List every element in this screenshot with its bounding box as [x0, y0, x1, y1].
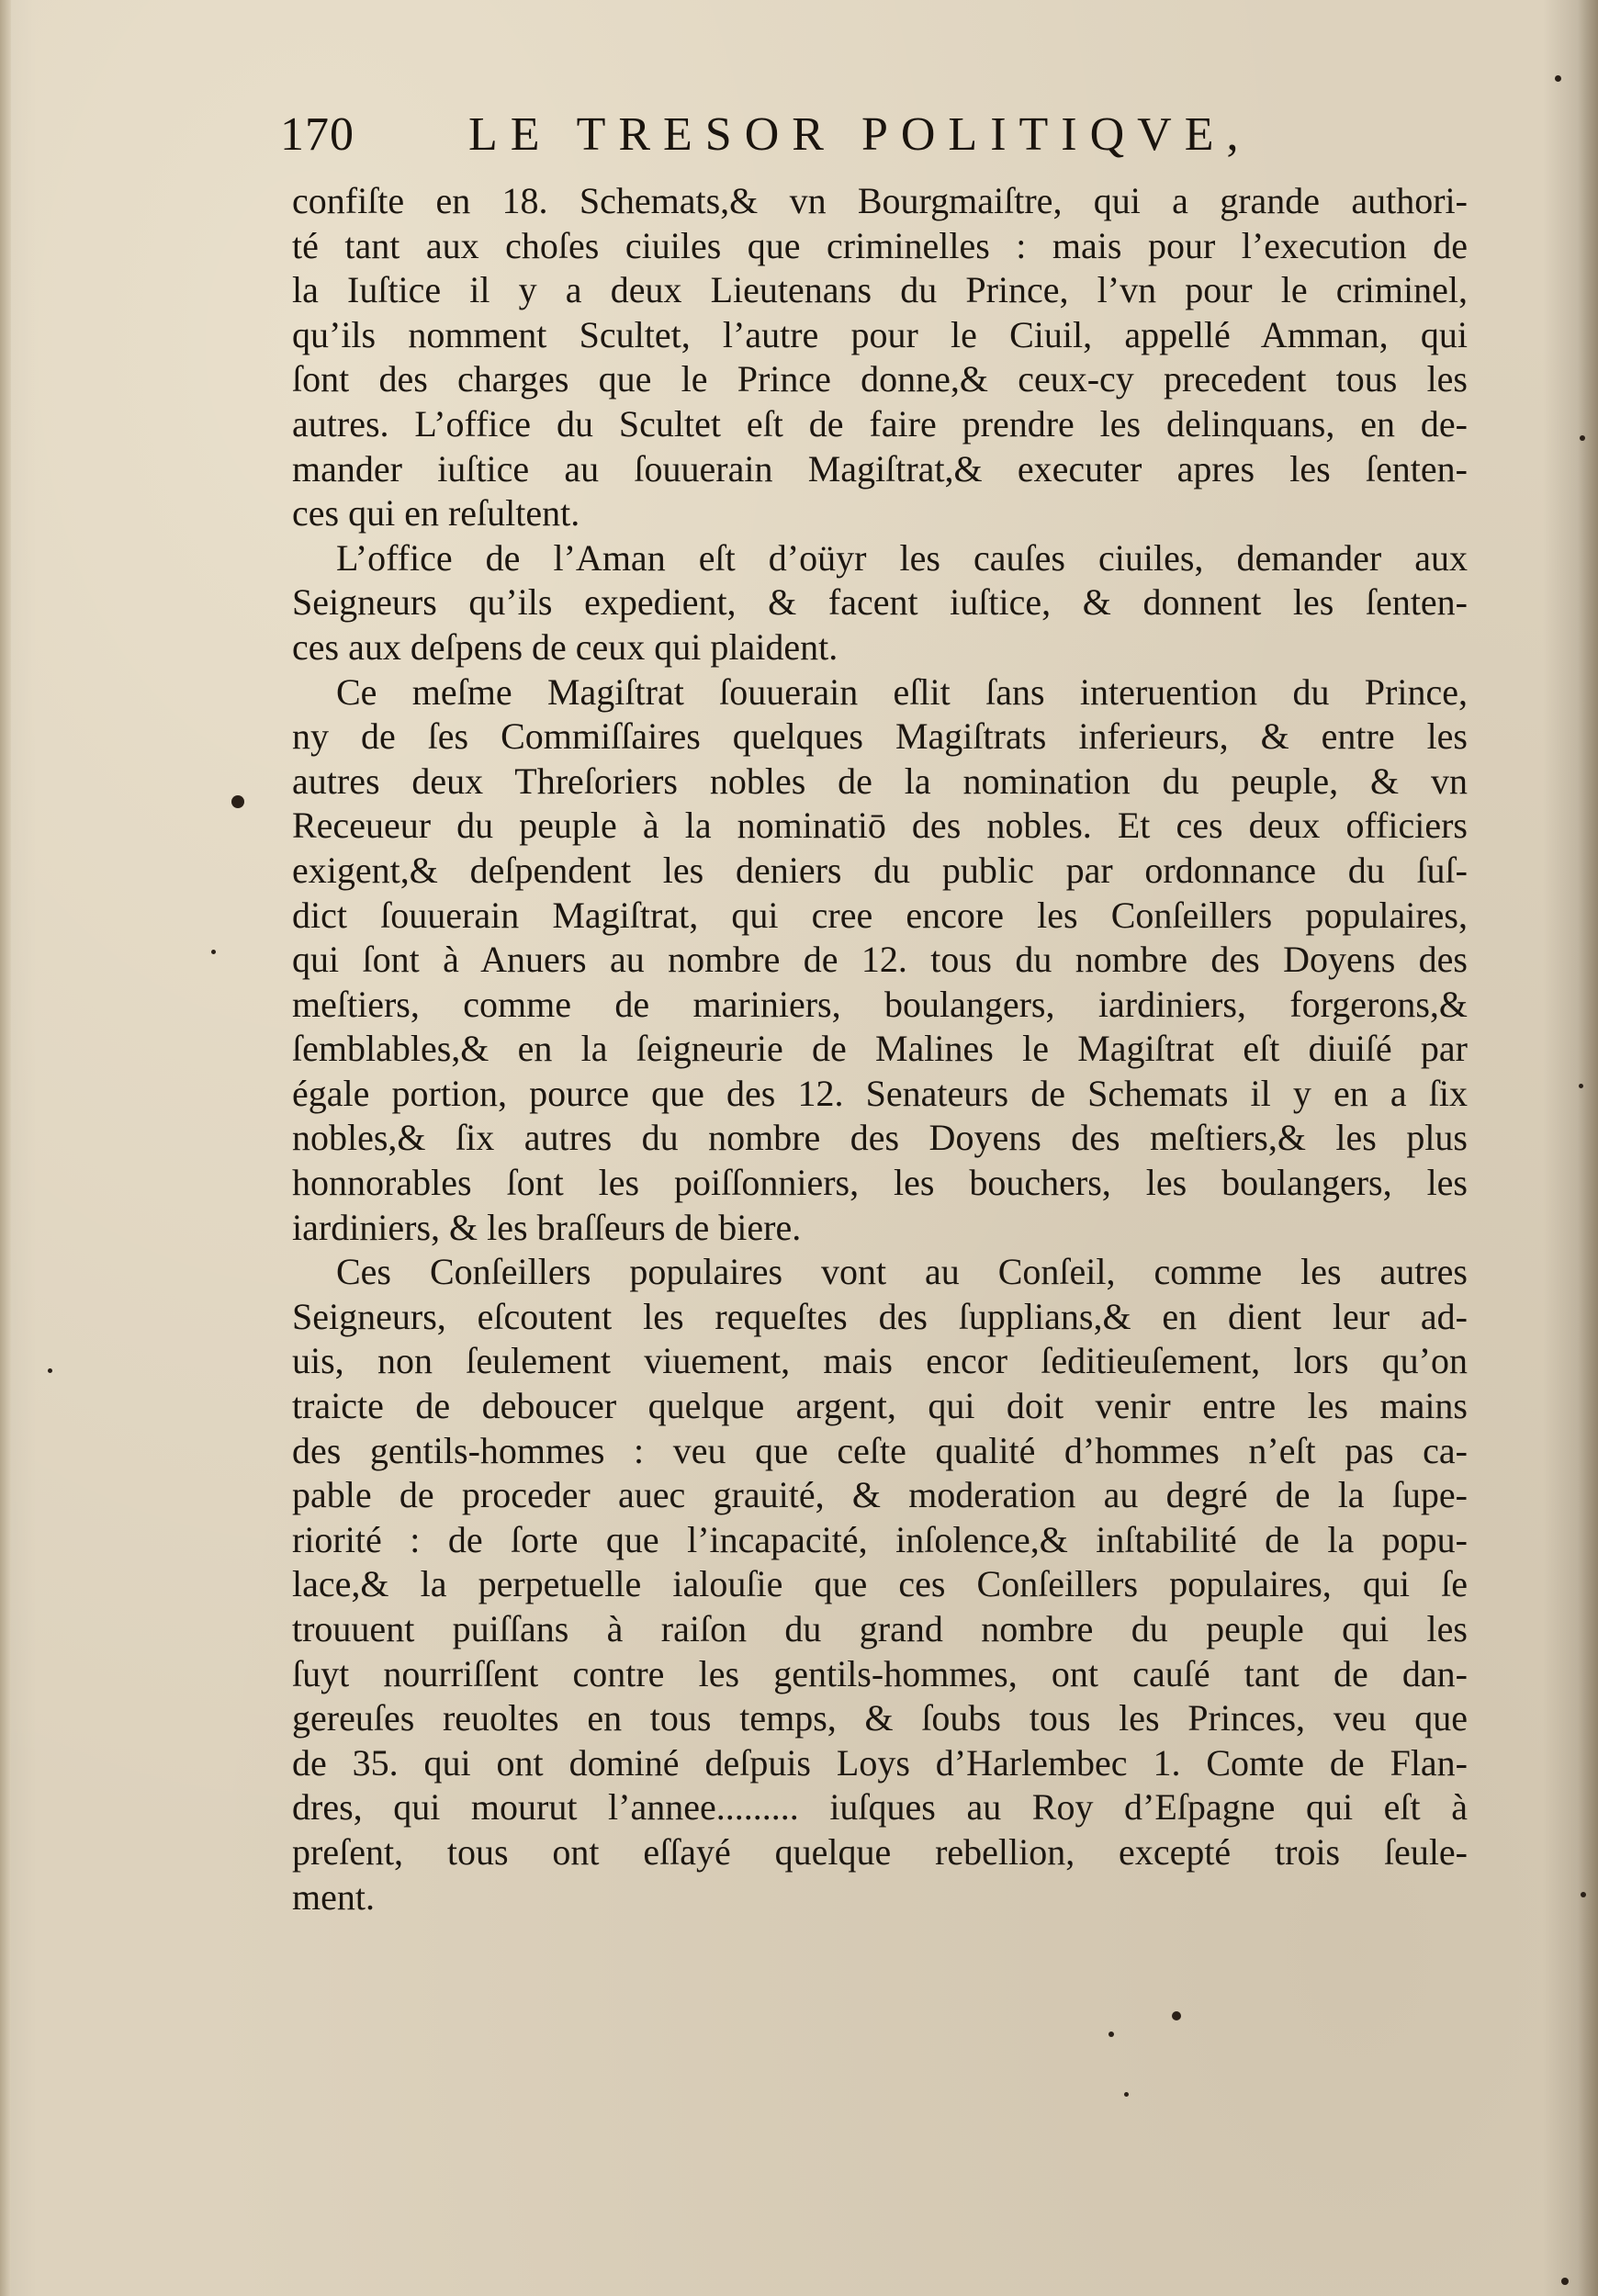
text-line: pable de proceder auec grauité, & moderation au degré de la ſupe-	[292, 1474, 1468, 1516]
ink-spot	[231, 795, 244, 808]
paragraph-first-line: Ces Conſeillers populaires vont au Conſeil, comme les autres	[336, 1251, 1468, 1293]
text-line: qui ſont à Anuers au nombre de 12. tous du nombre des Doyens des	[292, 939, 1468, 981]
text-line: preſent, tous ont eſſayé quelque rebellion, excepté trois ſeule-	[292, 1830, 1468, 1873]
ink-spot	[211, 950, 216, 954]
ink-spot	[1124, 2092, 1129, 2097]
ink-spot	[1555, 75, 1561, 82]
paragraph-first-line: L’office de l’Aman eſt d’oüyr les cauſes ciuiles, demander aux	[336, 536, 1468, 579]
text-line: ces aux deſpens de ceux qui plaident.	[292, 625, 838, 668]
text-line: autres deux Threſoriers nobles de la nomination du peuple, & vn	[292, 760, 1468, 802]
running-head	[280, 103, 1474, 176]
paragraph-first-line: Ce meſme Magiſtrat ſouuerain eſlit ſans interuention du Prince,	[336, 670, 1468, 713]
text-line: ces qui en reſultent.	[292, 492, 580, 535]
text-line: autres. L’office du Scultet eſt de faire prendre les delinquans, en de-	[292, 402, 1468, 445]
text-line: confiſte en 18. Schemats,& vn Bourgmaiſtre, qui a grande authori-	[292, 180, 1468, 221]
text-line: ſuyt nourriſſent contre les gentils-hommes, ont cauſé tant de dan-	[292, 1652, 1468, 1694]
text-line: la Iuſtice il y a deux Lieutenans du Prince, l’vn pour le criminel,	[292, 269, 1468, 311]
text-line: trouuent puiſſans à raiſon du grand nombre du peuple qui les	[292, 1608, 1468, 1649]
text-line: iardiniers, & les braſſeurs de biere.	[292, 1206, 802, 1248]
text-line: dres, qui mourut l’annee......... iuſques au Roy d’Eſpagne qui eſt à	[292, 1786, 1468, 1829]
text-line: Receueur du peuple à la nominatiō des nobles. Et ces deux officiers	[292, 805, 1468, 847]
text-line: traicte de deboucer quelque argent, qui doit venir entre les mains	[292, 1385, 1468, 1427]
text-line: ſont des charges que le Prince donne,& ceux-cy precedent tous les	[292, 358, 1468, 400]
text-line: de 35. qui ont dominé deſpuis Loys d’Harlembec 1. Comte de Flan-	[292, 1741, 1468, 1784]
text-line: des gentils-hommes : veu que ceſte qualité d’hommes n’eſt pas ca-	[292, 1429, 1468, 1471]
binding-shadow	[1578, 0, 1598, 2296]
text-line: ment.	[292, 1875, 375, 1918]
text-line: ny de ſes Commiſſaires quelques Magiſtrats inferieurs, & entre les	[292, 715, 1468, 758]
text-line: lace,& la perpetuelle ialouſie que ces Conſeillers populaires, qui ſe	[292, 1563, 1468, 1605]
ink-spot	[48, 1368, 52, 1373]
text-line: Seigneurs qu’ils expedient, & facent iuſtice, & donnent les ſenten-	[292, 581, 1468, 624]
text-line: mander iuſtice au ſouuerain Magiſtrat,& executer apres les ſenten-	[292, 447, 1468, 490]
text-line: uis, non ſeulement viuement, mais encor ſeditieuſement, lors qu’on	[292, 1340, 1468, 1382]
text-line: dict ſouuerain Magiſtrat, qui cree encore les Conſeillers populaires,	[292, 894, 1468, 936]
ink-spot	[1580, 435, 1585, 441]
ink-spot	[1172, 2011, 1181, 2020]
ink-spot	[1108, 2032, 1114, 2037]
main-text	[292, 179, 1468, 1919]
ink-spot	[1581, 1892, 1586, 1897]
text-line: égale portion, pource que des 12. Senateurs de Schemats il y en a ſix	[292, 1072, 1468, 1114]
text-line: meſtiers, comme de mariniers, boulangers, iardiniers, forgerons,&	[292, 983, 1468, 1025]
text-line: Seigneurs, eſcoutent les requeſtes des ſupplians,& en dient leur ad-	[292, 1295, 1468, 1337]
text-line: honnorables ſont les poiſſonniers, les bouchers, les boulangers, les	[292, 1162, 1468, 1204]
text-line: exigent,& deſpendent les deniers du public par ordonnance du ſuſ-	[292, 849, 1468, 891]
text-line: ſemblables,& en la ſeigneurie de Malines le Magiſtrat eſt diuiſé par	[292, 1028, 1468, 1070]
text-line: gereuſes reuoltes en tous temps, & ſoubs tous les Princes, veu que	[292, 1697, 1468, 1739]
page-number: 170	[280, 108, 354, 161]
ink-spot	[1579, 1084, 1583, 1088]
text-line: té tant aux choſes ciuiles que criminelles : mais pour l’execution de	[292, 224, 1468, 266]
text-line: nobles,& ſix autres du nombre des Doyens des meſtiers,& les plus	[292, 1117, 1468, 1159]
left-page-border	[0, 0, 11, 2296]
text-line: qu’ils nomment Scultet, l’autre pour le Ciuil, appellé Amman, qui	[292, 313, 1468, 355]
ink-spot	[1561, 2278, 1569, 2285]
text-line: riorité : de ſorte que l’incapacité, inſolence,& inſtabilité de la popu-	[292, 1518, 1468, 1560]
running-title: LE TRESOR POLITIQVE,	[468, 108, 1252, 161]
